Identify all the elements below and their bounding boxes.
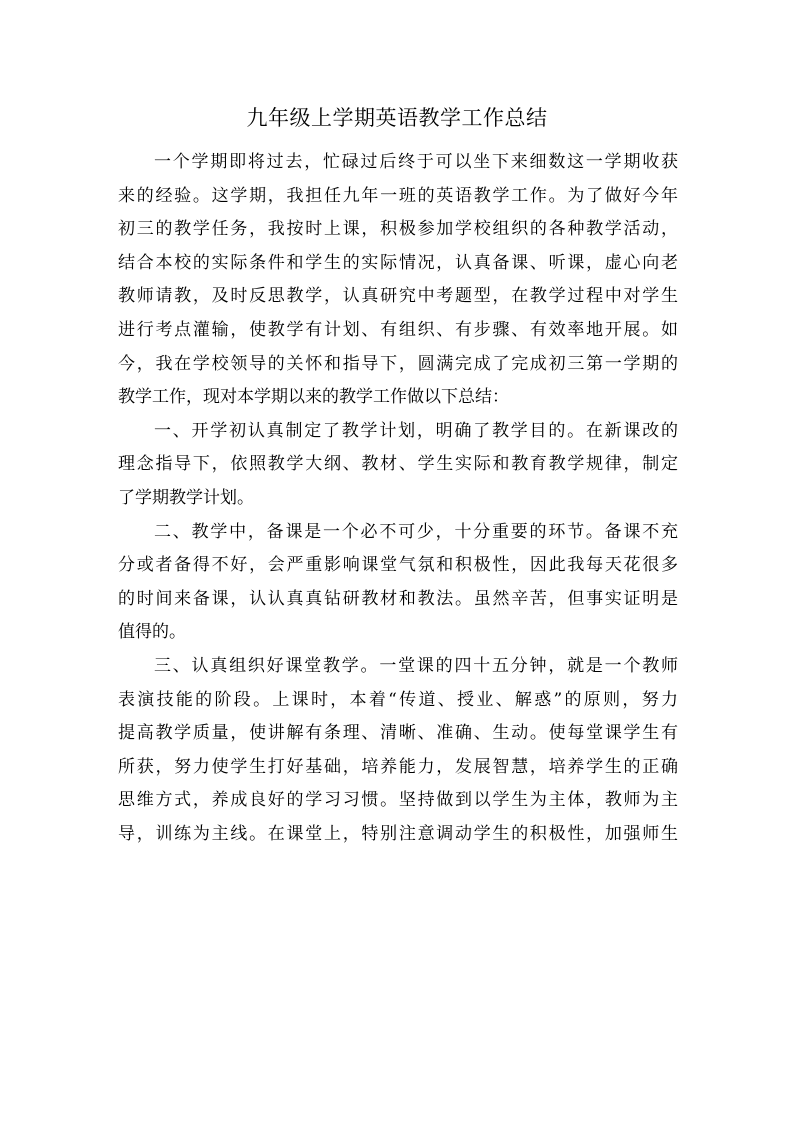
document-title: 九年级上学期英语教学工作总结 (246, 106, 548, 130)
paragraph (118, 516, 678, 650)
text-line: 的时间来备课，认认真真钻研教材和教法。虽然辛苦，但事实证明是 (118, 588, 678, 609)
text-line: 提高教学质量，使讲解有条理、清晰、准确、生动。使每堂课学生有 (118, 723, 678, 744)
document-body (118, 146, 678, 851)
text-line: 分或者备得不好，会严重影响课堂气氛和积极性，因此我每天花很多 (118, 555, 678, 576)
text-line: 教师请教，及时反思教学，认真研究中考题型，在教学过程中对学生 (118, 286, 678, 307)
text-line: 三、认真组织好课堂教学。一堂课的四十五分钟，就是一个教师 (154, 655, 678, 676)
paragraph (118, 650, 678, 852)
text-line: 二、教学中，备课是一个必不可少，十分重要的环节。备课不充 (154, 521, 678, 542)
text-line: 值得的。 (118, 622, 186, 643)
text-line: 所获，努力使学生打好基础，培养能力，发展智慧，培养学生的正确 (118, 756, 678, 777)
text-line: 思维方式，养成良好的学习习惯。坚持做到以学生为主体，教师为主 (118, 790, 678, 811)
text-line: 教学工作，现对本学期以来的教学工作做以下总结： (118, 387, 509, 408)
text-line: 结合本校的实际条件和学生的实际情况，认真备课、听课，虚心向老 (118, 252, 678, 273)
text-line: 一、开学初认真制定了教学计划，明确了教学目的。在新课改的 (154, 420, 678, 441)
paragraph (118, 146, 678, 415)
text-line: 表演技能的阶段。上课时，本着“传道、授业、解惑”的原则，努力 (118, 689, 678, 710)
text-line: 今，我在学校领导的关怀和指导下，圆满完成了完成初三第一学期的 (118, 353, 678, 374)
text-line: 了学期教学计划。 (118, 487, 254, 508)
text-line: 初三的教学任务，我按时上课，积极参加学校组织的各种教学活动， (118, 219, 678, 240)
paragraph (118, 415, 678, 516)
text-line: 理念指导下，依照教学大纲、教材、学生实际和教育教学规律，制定 (118, 454, 678, 475)
text-line: 一个学期即将过去，忙碌过后终于可以坐下来细数这一学期收获 (154, 152, 678, 172)
text-line: 导，训练为主线。在课堂上，特别注意调动学生的积极性，加强师生 (118, 823, 678, 844)
text-line: 进行考点灌输，使教学有计划、有组织、有步骤、有效率地开展。如 (118, 319, 678, 340)
text-line: 来的经验。这学期，我担任九年一班的英语教学工作。为了做好今年 (118, 185, 678, 206)
